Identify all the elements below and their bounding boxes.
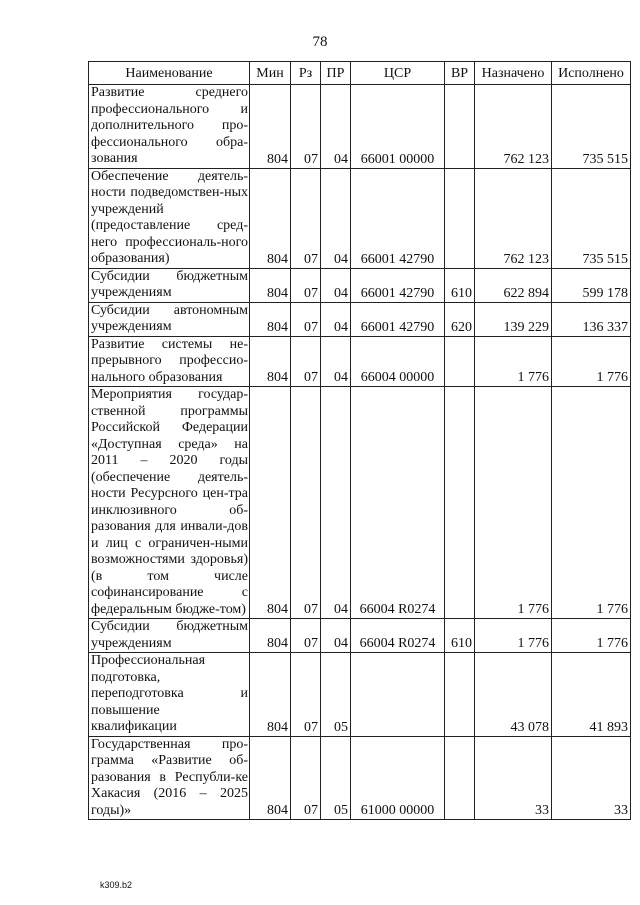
row-vr bbox=[445, 387, 475, 619]
row-name: Субсидии бюджетным учреждениям bbox=[89, 619, 250, 653]
row-vr: 610 bbox=[445, 268, 475, 302]
table-row bbox=[89, 336, 631, 387]
row-csr: 61000 00000 bbox=[351, 736, 445, 820]
row-name: Субсидии автономным учреждениям bbox=[89, 302, 250, 336]
row-assigned: 33 bbox=[475, 736, 552, 820]
row-rz: 07 bbox=[291, 736, 321, 820]
table-row bbox=[89, 653, 631, 737]
table-row bbox=[89, 85, 631, 169]
row-pr: 04 bbox=[321, 85, 351, 169]
row-executed: 1 776 bbox=[552, 336, 631, 387]
document-code: k309.b2 bbox=[100, 880, 133, 890]
row-assigned: 622 894 bbox=[475, 268, 552, 302]
row-name: Мероприятия государ-ственной программы Российской Федерации «Доступная среда» на 2011 – 2020 годы (обеспечение деятель-ности Ресурсного цен-тра инклюзивного об-разования для инвали-дов и лиц с ограничен-ными возможностями здоровья) (в том числе софинансирование с федеральным бюдже-том) bbox=[89, 387, 250, 619]
row-csr bbox=[351, 653, 445, 737]
row-rz: 07 bbox=[291, 268, 321, 302]
row-executed: 599 178 bbox=[552, 268, 631, 302]
row-assigned: 139 229 bbox=[475, 302, 552, 336]
row-assigned: 1 776 bbox=[475, 619, 552, 653]
col-header-vr: ВР bbox=[445, 62, 475, 85]
row-executed: 735 515 bbox=[552, 168, 631, 268]
row-pr: 04 bbox=[321, 387, 351, 619]
row-pr: 04 bbox=[321, 268, 351, 302]
row-assigned: 43 078 bbox=[475, 653, 552, 737]
row-executed: 136 337 bbox=[552, 302, 631, 336]
row-executed: 735 515 bbox=[552, 85, 631, 169]
row-rz: 07 bbox=[291, 85, 321, 169]
budget-table bbox=[88, 61, 631, 820]
table-row bbox=[89, 387, 631, 619]
row-vr bbox=[445, 168, 475, 268]
row-rz: 07 bbox=[291, 387, 321, 619]
row-vr: 610 bbox=[445, 619, 475, 653]
row-name: Развитие среднего профессионального и дополнительного про-фессионального обра-зования bbox=[89, 85, 250, 169]
table-header-row bbox=[89, 62, 631, 85]
col-header-assigned: Назначено bbox=[475, 62, 552, 85]
row-pr: 05 bbox=[321, 736, 351, 820]
row-executed: 1 776 bbox=[552, 387, 631, 619]
row-vr bbox=[445, 336, 475, 387]
row-assigned: 762 123 bbox=[475, 168, 552, 268]
row-csr: 66004 00000 bbox=[351, 336, 445, 387]
row-csr: 66001 42790 bbox=[351, 168, 445, 268]
row-rz: 07 bbox=[291, 168, 321, 268]
row-name: Профессиональная подготовка, переподготовка и повышение квалификации bbox=[89, 653, 250, 737]
row-assigned: 762 123 bbox=[475, 85, 552, 169]
row-min: 804 bbox=[250, 736, 291, 820]
row-pr: 04 bbox=[321, 619, 351, 653]
row-min: 804 bbox=[250, 268, 291, 302]
row-name: Государственная про-грамма «Развитие об-разования в Республи-ке Хакасия (2016 – 2025 годы)» bbox=[89, 736, 250, 820]
row-executed: 41 893 bbox=[552, 653, 631, 737]
page-number: 78 bbox=[312, 34, 328, 50]
row-vr: 620 bbox=[445, 302, 475, 336]
col-header-pr: ПР bbox=[321, 62, 351, 85]
row-vr bbox=[445, 653, 475, 737]
row-min: 804 bbox=[250, 168, 291, 268]
row-vr bbox=[445, 736, 475, 820]
row-min: 804 bbox=[250, 619, 291, 653]
row-csr: 66001 42790 bbox=[351, 302, 445, 336]
col-header-name: Наименование bbox=[89, 62, 250, 85]
table-row bbox=[89, 168, 631, 268]
row-csr: 66001 42790 bbox=[351, 268, 445, 302]
row-assigned: 1 776 bbox=[475, 387, 552, 619]
col-header-min: Мин bbox=[250, 62, 291, 85]
table-row bbox=[89, 268, 631, 302]
row-rz: 07 bbox=[291, 336, 321, 387]
table-row bbox=[89, 302, 631, 336]
row-pr: 04 bbox=[321, 168, 351, 268]
table-row bbox=[89, 619, 631, 653]
row-csr: 66001 00000 bbox=[351, 85, 445, 169]
row-pr: 04 bbox=[321, 302, 351, 336]
row-pr: 04 bbox=[321, 336, 351, 387]
row-name: Обеспечение деятель-ности подведомствен-ных учреждений (предоставление сред-него профессиональ-ного образования) bbox=[89, 168, 250, 268]
row-csr: 66004 R0274 bbox=[351, 387, 445, 619]
row-name: Субсидии бюджетным учреждениям bbox=[89, 268, 250, 302]
row-assigned: 1 776 bbox=[475, 336, 552, 387]
row-rz: 07 bbox=[291, 302, 321, 336]
row-vr bbox=[445, 85, 475, 169]
row-rz: 07 bbox=[291, 653, 321, 737]
row-name: Развитие системы не-прерывного профессио-нального образования bbox=[89, 336, 250, 387]
row-min: 804 bbox=[250, 653, 291, 737]
row-rz: 07 bbox=[291, 619, 321, 653]
col-header-csr: ЦСР bbox=[351, 62, 445, 85]
row-executed: 33 bbox=[552, 736, 631, 820]
row-csr: 66004 R0274 bbox=[351, 619, 445, 653]
row-min: 804 bbox=[250, 302, 291, 336]
row-min: 804 bbox=[250, 336, 291, 387]
row-min: 804 bbox=[250, 387, 291, 619]
col-header-rz: Рз bbox=[291, 62, 321, 85]
table-row bbox=[89, 736, 631, 820]
row-executed: 1 776 bbox=[552, 619, 631, 653]
row-min: 804 bbox=[250, 85, 291, 169]
row-pr: 05 bbox=[321, 653, 351, 737]
col-header-executed: Исполнено bbox=[552, 62, 631, 85]
